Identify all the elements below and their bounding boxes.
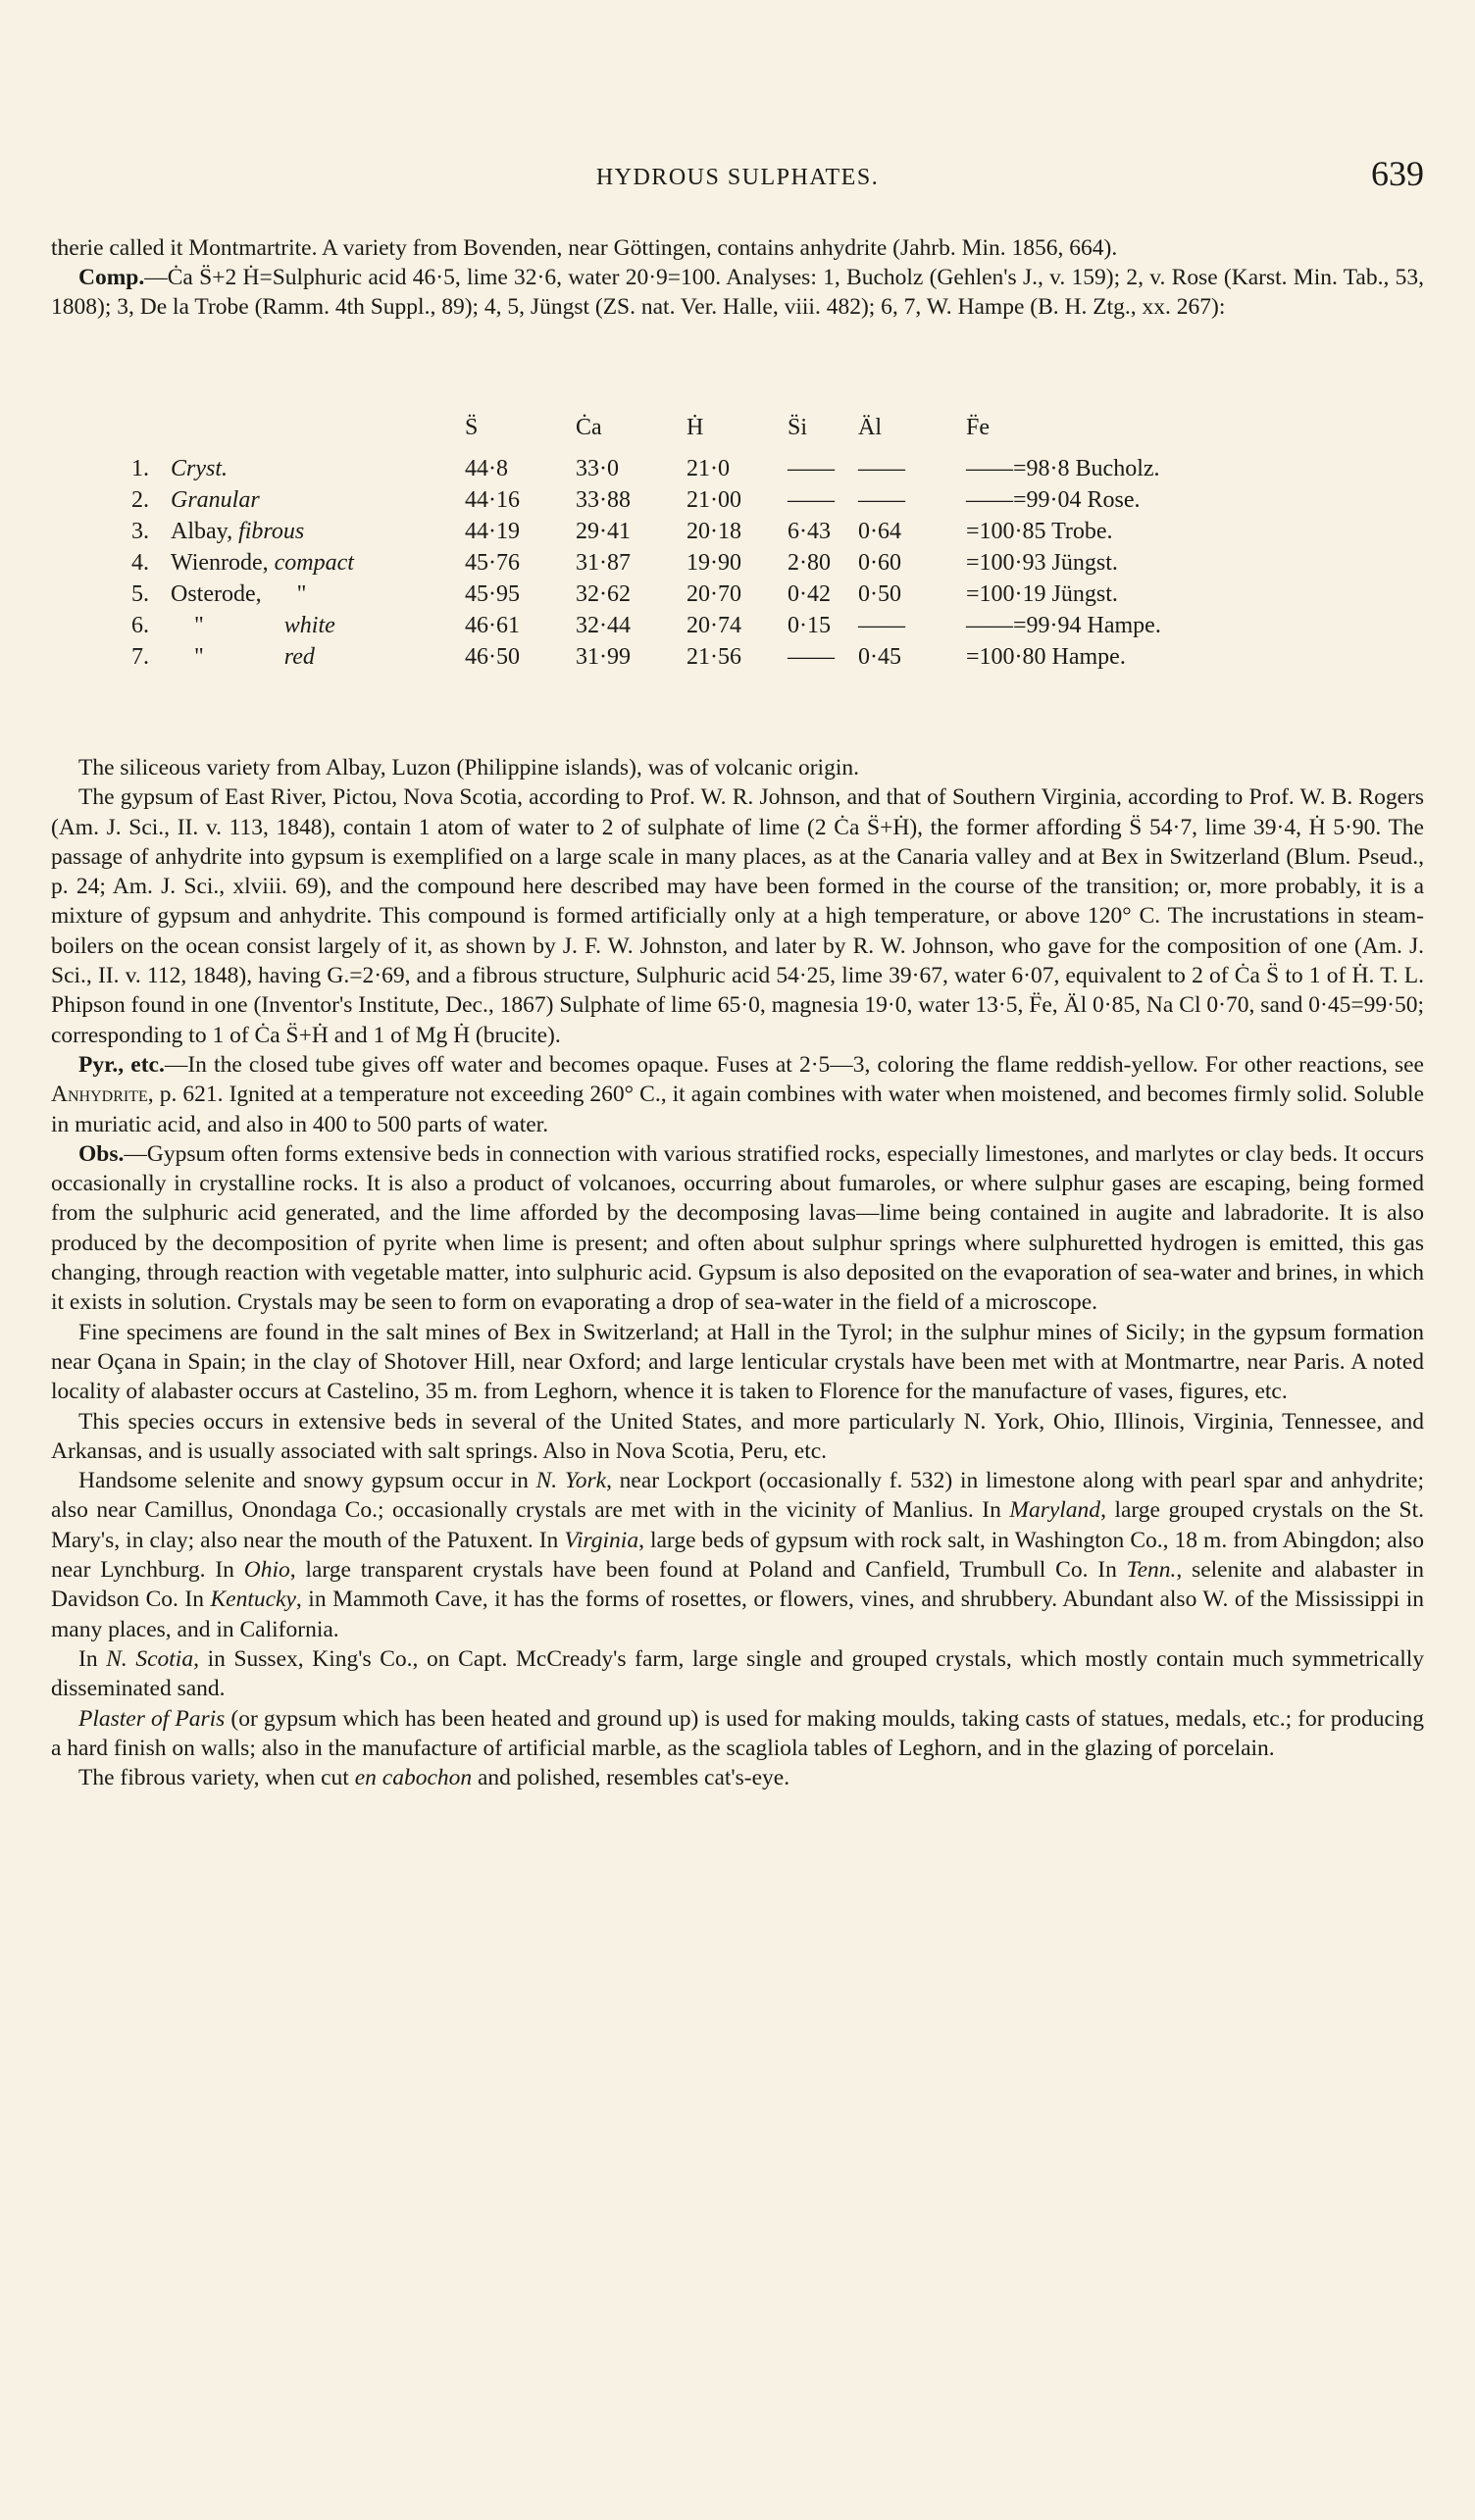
analysis-row: [131, 610, 1241, 641]
sample-variety: Granular: [171, 486, 260, 513]
value-al: ——: [858, 486, 905, 513]
analysis-row: [131, 547, 1241, 579]
body-text: [51, 753, 1424, 1792]
comp-text: —Ċa S̈+2 Ḣ=Sulphuric acid 46·5, lime 32·6, water 20·9=100. Analyses: 1, Bucholz (Gehlen's J., v. 159); 2, v. Rose (Karst. Min. Tab., 53, 1808); 3, De la Trobe (Ramm. 4th Suppl., 89); 4, 5, Jüngst (ZS. nat. Ver. Halle, viii. 482); 6, 7, W. Hampe (B. H. Ztg., xx. 267):: [51, 265, 1424, 321]
loc-text: , in Sussex, King's Co., on Capt. McCready's farm, large single and grouped crystals, which mostly contain much symmetrically disseminated sand.: [51, 1645, 1424, 1702]
loc-oh: Ohio: [243, 1557, 290, 1584]
paragraph-obs: [51, 1139, 1424, 1318]
composition-paragraph: [51, 263, 1424, 322]
sample-name: [171, 484, 465, 516]
analysis-row: [131, 579, 1241, 610]
value-si: 6·43: [788, 518, 831, 544]
col-header-al: Äl: [858, 414, 882, 440]
value-fe: ——: [966, 612, 1013, 638]
value-sum: [966, 484, 1241, 516]
comp-label: Comp.: [78, 265, 145, 291]
sample-prefix: ": [171, 643, 245, 670]
value-al: ——: [858, 612, 905, 638]
paragraph-pyr: [51, 1050, 1424, 1139]
col-header-ca: Ċa: [576, 414, 602, 440]
analysis-total: =99·04 Rose.: [1013, 486, 1141, 513]
value-s: 44·16: [465, 486, 520, 513]
row-number: 2.: [131, 486, 149, 513]
value-sum: [966, 453, 1241, 484]
analysis-total: =99·94 Hampe.: [1013, 612, 1161, 638]
sample-variety: Cryst.: [171, 455, 229, 481]
sample-name: [171, 547, 465, 579]
paragraph-localities: [51, 1466, 1424, 1644]
analysis-total: =100·80 Hampe.: [966, 643, 1126, 670]
loc-text: The fibrous variety, when cut: [78, 1765, 355, 1791]
value-sum: [966, 516, 1241, 547]
value-s: 45·95: [465, 580, 520, 607]
value-s: 46·61: [465, 612, 520, 638]
analyses-table: [131, 402, 1241, 673]
sample-variety: white: [283, 612, 335, 638]
value-si: 2·80: [788, 549, 831, 576]
obs-label: Obs.: [78, 1140, 125, 1167]
value-s: 46·50: [465, 643, 520, 670]
paragraph-siliceous: The siliceous variety from Albay, Luzon (Philippine islands), was of volcanic origin.: [78, 755, 859, 781]
sample-prefix: Osterode, ": [171, 580, 307, 607]
value-ca: 33·88: [576, 486, 631, 513]
row-number: 3.: [131, 518, 149, 544]
value-sum: [966, 641, 1241, 673]
sample-variety: red: [283, 643, 315, 670]
col-header-fe: F̈e: [966, 414, 990, 440]
value-ca: 32·62: [576, 580, 631, 607]
analysis-total: =98·8 Bucholz.: [1013, 455, 1160, 481]
loc-text: , in Mammoth Cave, it has the forms of rosettes, or flowers, vines, and shrubbery. Abundant also W. of the Mississippi in many places, and in California.: [51, 1587, 1425, 1642]
intro-line: therie called it Montmartrite. A variety from Bovenden, near Göttingen, contains anhydrite (Jahrb. Min. 1856, 664).: [51, 235, 1118, 261]
value-s: 44·8: [465, 455, 508, 481]
row-number: 1.: [131, 455, 149, 481]
value-h: 20·70: [687, 580, 741, 607]
loc-text: , near Lockport (occasionally f. 532) in limestone along with pearl spar and anhydrite; also near Camillus, Onondaga Co.; occasionally crystals are met with in the vicinity of Manlius. In: [51, 1468, 1424, 1524]
value-ca: 29·41: [576, 518, 631, 544]
value-al: 0·45: [858, 643, 901, 670]
paragraph-fibrous: [51, 1763, 1424, 1792]
sample-prefix: Albay,: [171, 518, 239, 544]
paragraph-plaster: [51, 1704, 1424, 1764]
page-number: 639: [1371, 154, 1424, 193]
loc-text: Handsome selenite and snowy gypsum occur in: [78, 1468, 536, 1494]
loc-text: , large grouped crystals on the St. Mary's, in clay; also near the mouth of the Patuxent. In: [51, 1497, 1425, 1553]
value-s: 44·19: [465, 518, 520, 544]
sample-name: [171, 453, 465, 484]
analysis-total: =100·19 Jüngst.: [966, 580, 1118, 607]
value-h: 21·0: [687, 455, 730, 481]
loc-ns: N. Scotia: [106, 1645, 194, 1672]
value-fe: ——: [966, 486, 1013, 513]
value-si: ——: [788, 486, 835, 513]
loc-text: , large beds of gypsum with rock salt, in Washington Co., 18 m. from Abingdon; also near Lynchburg. In: [51, 1527, 1425, 1584]
loc-md: Maryland: [1009, 1497, 1101, 1524]
paragraph-united-states: This species occurs in extensive beds in several of the United States, and more particularly N. York, Ohio, Illinois, Virginia, Tennessee, and Arkansas, and is usually associated with salt springs. Also in Nova Scotia, Peru, etc.: [51, 1408, 1424, 1464]
row-number: 4.: [131, 549, 149, 576]
paragraph-nova-scotia: [51, 1644, 1424, 1704]
loc-text: In: [78, 1645, 107, 1672]
value-h: 21·56: [687, 643, 741, 670]
analysis-row: [131, 516, 1241, 547]
running-head: [51, 147, 1424, 196]
value-fe: ——: [966, 455, 1013, 481]
sample-name: [171, 641, 465, 673]
intro-text: [51, 233, 1424, 323]
pyr-label: Pyr., etc.: [78, 1051, 165, 1078]
analysis-row: [131, 453, 1241, 484]
loc-ny: N. York: [535, 1468, 607, 1494]
analysis-total: =100·93 Jüngst.: [966, 549, 1118, 576]
value-h: 19·90: [687, 549, 741, 576]
value-sum: [966, 579, 1241, 610]
running-title: HYDROUS SULPHATES.: [595, 165, 880, 190]
loc-text: , selenite and alabaster in Davidson Co. In: [51, 1557, 1425, 1613]
sample-variety: compact: [274, 549, 354, 576]
loc-text: and polished, resembles cat's-eye.: [472, 1765, 790, 1791]
obs-text: —Gypsum often forms extensive beds in connection with various stratified rocks, especially limestones, and marlytes or clay beds. It occurs occasionally in crystalline rocks. It is also a product of volcanoes, occurring about fumaroles, or where sulphur gases are escaping, being formed from the sulphuric acid generated, and the lime afforded by the decomposing lavas—lime being contained in augite and labradorite. It is also produced by the decomposition of pyrite when lime is present; and often about sulphur springs where sulphuretted hydrogen is emitted, this gas changing, through reaction with vegetable matter, into sulphuric acid. Gypsum is also deposited on the evaporation of sea-water and brines, in which it exists in solution. Crystals may be seen to form on evaporating a drop of sea-water in the field of a microscope.: [51, 1140, 1424, 1316]
value-sum: [966, 610, 1241, 641]
value-si: 0·42: [788, 580, 831, 607]
value-ca: 33·0: [576, 455, 619, 481]
value-h: 20·18: [687, 518, 741, 544]
analysis-row: [131, 641, 1241, 673]
value-h: 20·74: [687, 612, 741, 638]
analysis-row: [131, 484, 1241, 516]
value-s: 45·76: [465, 549, 520, 576]
col-header-h: Ḣ: [687, 414, 704, 440]
sample-name: [171, 579, 465, 610]
value-al: ——: [858, 455, 905, 481]
col-header-si: S̈i: [788, 414, 808, 440]
value-sum: [966, 547, 1241, 579]
col-header-s: S̈: [465, 414, 479, 440]
value-h: 21·00: [687, 486, 741, 513]
plaster-of-paris: Plaster of Paris: [78, 1705, 226, 1732]
value-al: 0·60: [858, 549, 901, 576]
value-ca: 32·44: [576, 612, 631, 638]
loc-text: (or gypsum which has been heated and ground up) is used for making moulds, taking casts of statues, medals, etc.; for producing a hard finish on walls; also in the manufacture of artificial marble, as the scagliola tables of Leghorn, and in the glazing of porcelain.: [51, 1705, 1425, 1761]
loc-ky: Kentucky: [210, 1587, 296, 1613]
paragraph-east-river: The gypsum of East River, Pictou, Nova Scotia, according to Prof. W. R. Johnson, and that of Southern Virginia, according to Prof. W. B. Rogers (Am. J. Sci., II. v. 113, 1848), contain 1 atom of water to 2 of sulphate of lime (2 Ċa S̈+Ḣ), the former affording S̈ 54·7, lime 39·4, Ḣ 5·90. The passage of anhydrite into gypsum is exemplified on a large scale in many places, as at the Canaria valley and at Bex in Switzerland (Blum. Pseud., p. 24; Am. J. Sci., xlviii. 69), and the compound here described may have been formed in the course of the transition; or, more probably, it is a mixture of gypsum and anhydrite. This compound is formed artificially only at a high temperature, or above 120° C. The incrustations in steam-boilers on the ocean consist largely of it, as shown by J. F. W. Johnston, and later by R. W. Johnson, who gave for the composition of one (Am. J. Sci., II. v. 112, 1848), having G.=2·69, and a fibrous structure, Sulphuric acid 54·25, lime 39·67, water 6·07, equivalent to 2 of Ċa S̈ to 1 of Ḣ. T. L. Phipson found in one (Inventor's Institute, Dec., 1867) Sulphate of lime 65·0, magnesia 19·0, water 13·5, F̈e, Äl 0·85, Na Cl 0·70, sand 0·45=99·50; corresponding to 1 of Ċa S̈+Ḣ and 1 of Mg Ḣ (brucite).: [51, 784, 1424, 1048]
sample-prefix: ": [171, 612, 245, 638]
loc-va: Virginia: [564, 1527, 639, 1553]
pyr-text-b: , p. 621. Ignited at a temperature not exceeding 260° C., it again combines with water when moistened, and becomes firmly solid. Soluble in muriatic acid, and also in 400 to 500 parts of water.: [51, 1082, 1424, 1137]
row-number: 5.: [131, 580, 149, 607]
sample-name: [171, 610, 465, 641]
analysis-total: =100·85 Trobe.: [966, 518, 1113, 544]
anhydrite-ref: Anhydrite: [51, 1082, 148, 1108]
row-number: 7.: [131, 643, 149, 670]
value-si: ——: [788, 455, 835, 481]
en-cabochon: en cabochon: [354, 1765, 473, 1791]
value-al: 0·64: [858, 518, 901, 544]
analyses-header-row: [131, 402, 1241, 453]
sample-variety: fibrous: [238, 518, 305, 544]
value-ca: 31·87: [576, 549, 631, 576]
paragraph-fine-specimens: Fine specimens are found in the salt mines of Bex in Switzerland; at Hall in the Tyrol; in the sulphur mines of Sicily; in the gypsum formation near Oçana in Spain; in the clay of Shotover Hill, near Oxford; and large lenticular crystals have been met with at Montmartre, near Paris. A noted locality of alabaster occurs at Castelino, 35 m. from Leghorn, whence it is taken to Florence for the manufacture of vases, figures, etc.: [51, 1319, 1424, 1405]
sample-prefix: Wienrode,: [171, 549, 275, 576]
row-number: 6.: [131, 612, 149, 638]
value-ca: 31·99: [576, 643, 631, 670]
pyr-text-a: —In the closed tube gives off water and becomes opaque. Fuses at 2·5—3, coloring the flame reddish-yellow. For other reactions, see: [164, 1051, 1424, 1078]
sample-name: [171, 516, 465, 547]
loc-tn: Tenn.: [1126, 1557, 1177, 1584]
value-si: 0·15: [788, 612, 831, 638]
value-si: ——: [788, 643, 835, 670]
value-al: 0·50: [858, 580, 901, 607]
loc-text: , large transparent crystals have been found at Poland and Canfield, Trumbull Co. In: [289, 1557, 1127, 1584]
